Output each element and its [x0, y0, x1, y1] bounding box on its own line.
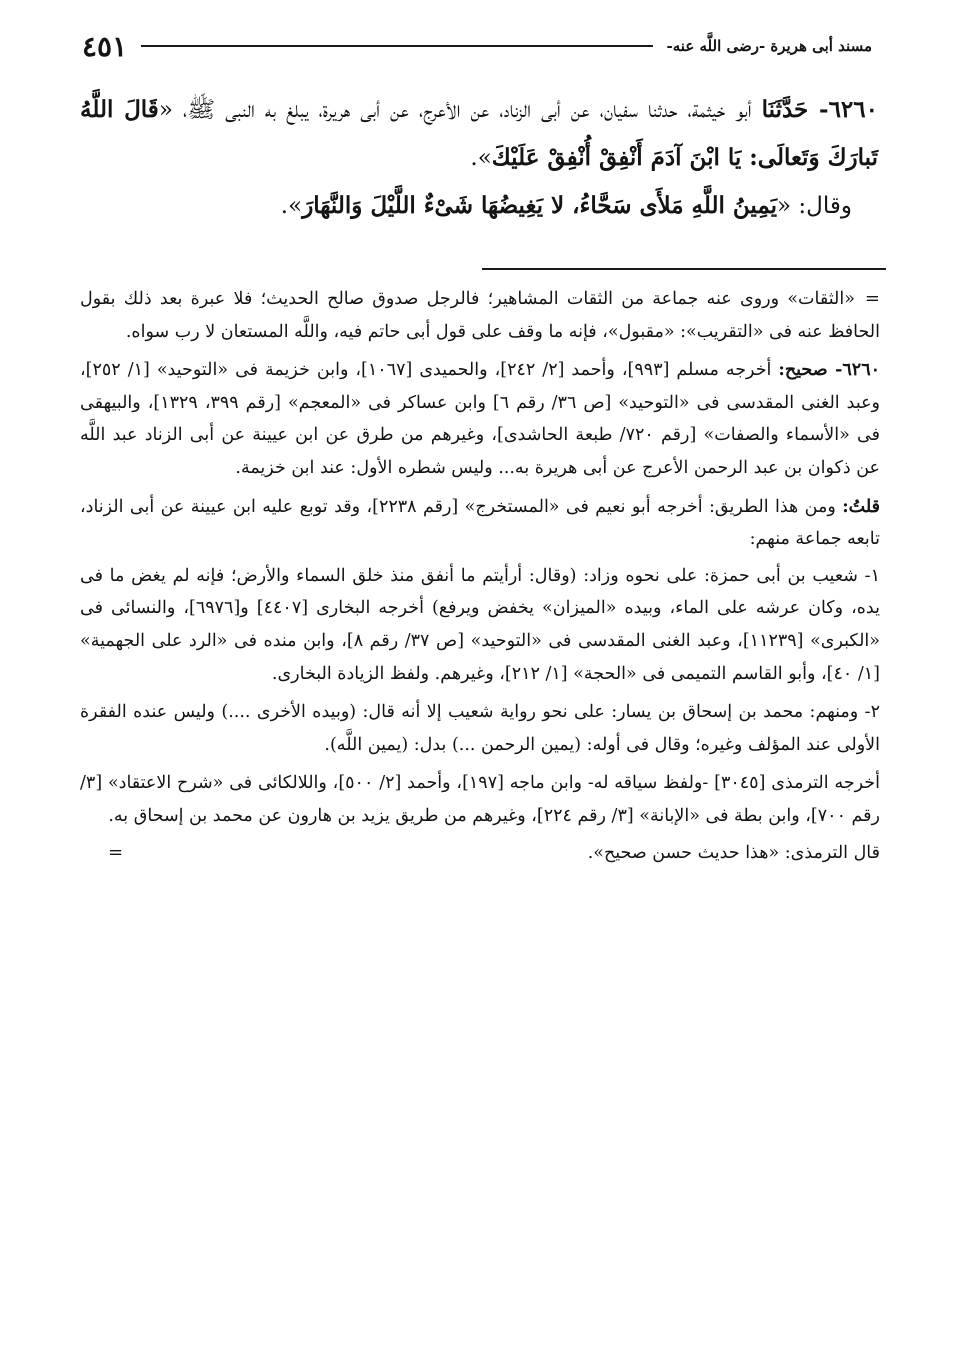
footnote-note [80, 491, 880, 556]
footnote-sources: أخرجه الترمذى [٣٠٤٥] -ولفظ سياقه له- وابن ماجه [١٩٧]، وأحمد [٢/ ٥٠٠]، واللالكائى فى «شرح الاعتقاد» [٣/ رقم ٧٠٠]، وابن بطة فى «الإبانة» [٣/ رقم ٢٢٤]، وغيرهم من طريق يزيد بن هارون عن محمد بن إسحاق به. [80, 773, 880, 826]
footnotes [80, 283, 880, 875]
footnote-separator [482, 268, 886, 270]
hadith-second-intro: وقال: « [777, 193, 852, 219]
page-number: ٤٥١ [82, 29, 128, 63]
footnote-follower-2: ٢- ومنهم: محمد بن إسحاق بن يسار: على نحو رواية شعيب إلا أنه قال: (وبيده الأخرى ....) وليس عنده الفقرة الأولى عند المؤلف وغيره؛ وقال فى أوله: (يمين الرحمن ...) بدل: (يمين اللَّه). [80, 702, 880, 755]
hadith-number: ٦٢٦٠- حَدَّثَنَا [761, 96, 878, 123]
note-lead: قلتُ: [842, 496, 880, 517]
continuation-mark-end: = [108, 841, 124, 863]
header-rule [141, 45, 652, 47]
takhrij-text: أخرجه مسلم [٩٩٣]، وأحمد [٢/ ٢٤٢]، والحميدى [١٠٦٧]، وابن خزيمة فى «التوحيد» [١/ ٢٥٢]، وعبد الغنى المقدسى فى «التوحيد» [ص ٣٦/ رقم ٦] وابن عساكر فى «المعجم» [رقم ٣٩٩، ١٣٢٩]، والبيهقى فى «الأسماء والصفات» [رقم ٧٢٠/ طبعة الحاشدى]، وغيرهم من طرق عن ابن عيينة عن أبى الزناد عبد اللَّه عن ذكوان بن عبد الرحمن الأعرج عن أبى هريرة به... وليس شطره الأول: عند ابن خزيمة. [80, 360, 880, 478]
hadith-quote-1-close: ». [470, 145, 492, 171]
continuation-mark: = [864, 288, 880, 309]
hadith-text [80, 86, 878, 230]
hadith-paragraph [80, 86, 878, 182]
note-text: ومن هذا الطريق: أخرجه أبو نعيم فى «المستخرج» [رقم ٢٢٣٨]، وقد توبع عليه ابن عيينة عن أبى الزناد، تابعه جماعة منهم: [80, 496, 880, 550]
page-header [82, 22, 872, 70]
footnote-tirmidhi [80, 837, 880, 870]
takhrij-lead: ٦٢٦٠- صحيح: [778, 360, 880, 381]
footnote-takhrij [80, 354, 880, 484]
footnote-continuation [80, 283, 880, 348]
running-title: مسند أبى هريرة -رضى اللَّه عنه- [666, 37, 872, 55]
hadith-quote-1: قَالَ اللَّهُ تَبارَكَ وَتَعالَى: يَا ابْنَ آدَمَ أَنْفِقْ أُنْفِقْ عَلَيْكَ [80, 96, 878, 171]
hadith-quote-2: يَمِينُ اللَّهِ مَلأَى سَحَّاءُ، لا يَغِيضُهَا شَىْءٌ اللَّيْلَ وَالنَّهَارَ [302, 192, 778, 219]
footnote-follower-1: ١- شعيب بن أبى حمزة: على نحوه وزاد: (وقال: أرأيتم ما أنفق منذ خلق السماء والأرض؛ فإنه لم يغض ما فى يده، وكان عرشه على الماء، وبيده «الميزان» يخفض ويرفع) أخرجه البخارى [٤٤٠٧] و[٦٩٧٦]، والنسائى فى «الكبرى» [١١٢٣٩]، وعبد الغنى المقدسى فى «التوحيد» [ص ٣٧/ رقم ٨]، وابن منده فى «الرد على الجهمية» [١/ ٤٠]، وأبو القاسم التميمى فى «الحجة» [١/ ٢١٢]، وغيرهم. ولفظ الزيادة البخارى. [80, 565, 880, 684]
hadith-isnad: أبو خيثمة، حدثنا سفيان، عن أبى الزناد، عن الأعرج، عن أبى هريرة، يبلغ به النبى ﷺ، « [158, 97, 762, 123]
footnote-continuation-text: «الثقات» وروى عنه جماعة من الثقات المشاهير؛ فالرجل صدوق صالح الحديث؛ فلا عبرة بعد ذلك بقول الحافظ عنه فى «التقريب»: «مقبول»، فإنه ما وقف على قول أبى حاتم فيه، واللَّه المستعان لا رب سواه. [80, 289, 880, 342]
hadith-quote-2-close: ». [280, 193, 303, 219]
tirmidhi-text: قال الترمذى: «هذا حديث حسن صحيح». [587, 842, 880, 863]
hadith-second-saying [80, 182, 878, 230]
